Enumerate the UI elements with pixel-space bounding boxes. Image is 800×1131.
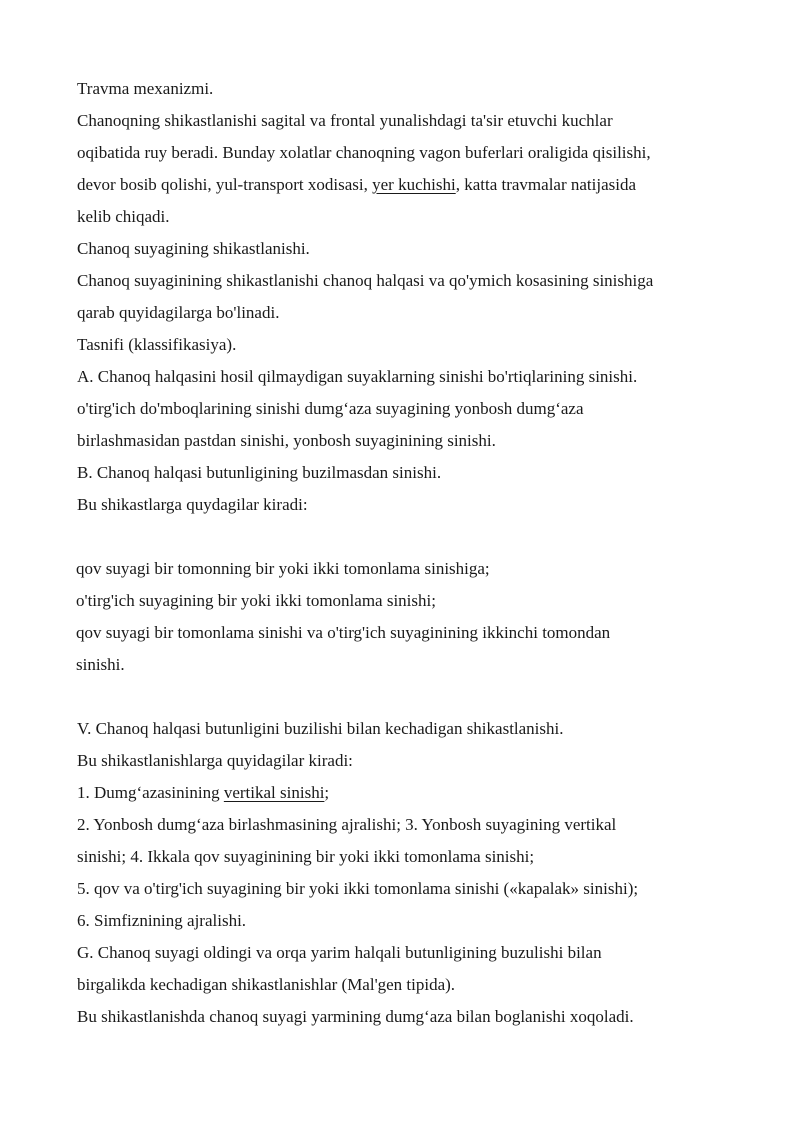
text-span: Chanoqning shikastlanishi sagital va frontal yunalishdagi ta'sir etuvchi kuchlar <box>77 111 613 130</box>
text-span: sinishi; 4. Ikkala qov suyaginining bir yoki ikki tomonlama sinishi; <box>77 847 535 866</box>
text-span: A. Chanoq halqasini hosil qilmaydigan suyaklarning sinishi bo'rtiqlarining sinishi. <box>77 367 638 386</box>
text-span: Chanoq suyagining shikastlanishi. <box>77 239 310 258</box>
list-item <box>76 623 610 643</box>
paragraph-line <box>77 143 651 163</box>
text-span: G. Chanoq suyagi oldingi va orqa yarim halqali butunligining buzulishi bilan <box>77 943 602 962</box>
paragraph-line <box>77 879 638 899</box>
paragraph-line <box>77 911 246 931</box>
paragraph-line <box>77 815 616 835</box>
text-span: qarab quyidagilarga bo'linadi. <box>77 303 280 322</box>
text-span: B. Chanoq halqasi butunligining buzilmasdan sinishi. <box>77 463 442 482</box>
hyperlink-yer-kuchishi[interactable]: yer kuchishi <box>372 175 456 194</box>
section-heading-classification <box>77 335 236 355</box>
paragraph-line <box>77 367 637 387</box>
list-item <box>76 559 490 579</box>
text-span: qov suyagi bir tomonlama sinishi va o'tirg'ich suyaginining ikkinchi tomondan <box>76 623 611 642</box>
paragraph-line <box>77 783 329 803</box>
paragraph-line <box>77 847 534 867</box>
text-span: , katta travmalar natijasida <box>455 175 637 194</box>
text-span: Travma mexanizmi. <box>77 79 214 98</box>
text-span: o'tirg'ich suyagining bir yoki ikki tomonlama sinishi; <box>76 591 436 610</box>
text-span: qov suyagi bir tomonning bir yoki ikki tomonlama sinishiga; <box>76 559 490 578</box>
text-span: oqibatida ruy beradi. Bunday xolatlar chanoqning vagon buferlari oraligida qisilishi, <box>77 143 651 162</box>
hyperlink-vertikal-sinishi[interactable]: vertikal sinishi <box>223 783 325 802</box>
paragraph-line <box>77 271 653 291</box>
paragraph-line <box>77 207 170 227</box>
text-span: 2. Yonbosh dumg‘aza birlashmasining ajralishi; 3. Yonbosh suyagining vertikal <box>77 815 617 834</box>
paragraph-line <box>77 463 441 483</box>
list-item <box>76 655 125 675</box>
section-heading-trauma-mechanism <box>77 79 213 99</box>
paragraph-line <box>77 943 602 963</box>
text-span: ; <box>324 783 330 802</box>
text-span: kelib chiqadi. <box>77 207 170 226</box>
text-span: Bu shikastlanishda chanoq suyagi yarmining dumg‘aza bilan boglanishi xoqoladi. <box>77 1007 634 1026</box>
paragraph-line <box>77 431 496 451</box>
paragraph-line <box>77 751 353 771</box>
paragraph-line <box>77 303 279 323</box>
paragraph-line <box>77 975 455 995</box>
paragraph-line <box>77 111 613 131</box>
text-span: V. Chanoq halqasi butunligini buzilishi bilan kechadigan shikastlanishi. <box>77 719 564 738</box>
text-span: 6. Simfiznining ajralishi. <box>77 911 247 930</box>
text-span: Bu shikastlanishlarga quyidagilar kiradi: <box>77 751 353 770</box>
text-span: devor bosib qolishi, yul-transport xodisasi, <box>77 175 373 194</box>
text-span: Tasnifi (klassifikasiya). <box>77 335 237 354</box>
paragraph-line <box>77 719 564 739</box>
section-heading-pelvic-injury <box>77 239 310 259</box>
paragraph-line <box>77 399 584 419</box>
text-span: Chanoq suyaginining shikastlanishi chanoq halqasi va qo'ymich kosasining sinishiga <box>77 271 654 290</box>
text-span: 5. qov va o'tirg'ich suyagining bir yoki ikki tomonlama sinishi («kapalak» sinishi); <box>77 879 639 898</box>
text-span: Bu shikastlarga quydagilar kiradi: <box>77 495 308 514</box>
text-span: 1. Dumg‘azasinining <box>77 783 224 802</box>
text-span: birlashmasidan pastdan sinishi, yonbosh suyaginining sinishi. <box>77 431 496 450</box>
paragraph-line <box>77 495 308 515</box>
text-span: sinishi. <box>76 655 125 674</box>
paragraph-line <box>77 175 636 195</box>
text-span: birgalikda kechadigan shikastlanishlar (Mal'gen tipida). <box>77 975 456 994</box>
list-item <box>76 591 436 611</box>
paragraph-line <box>77 1007 634 1027</box>
text-span: o'tirg'ich do'mboqlarining sinishi dumg‘aza suyagining yonbosh dumg‘aza <box>77 399 584 418</box>
